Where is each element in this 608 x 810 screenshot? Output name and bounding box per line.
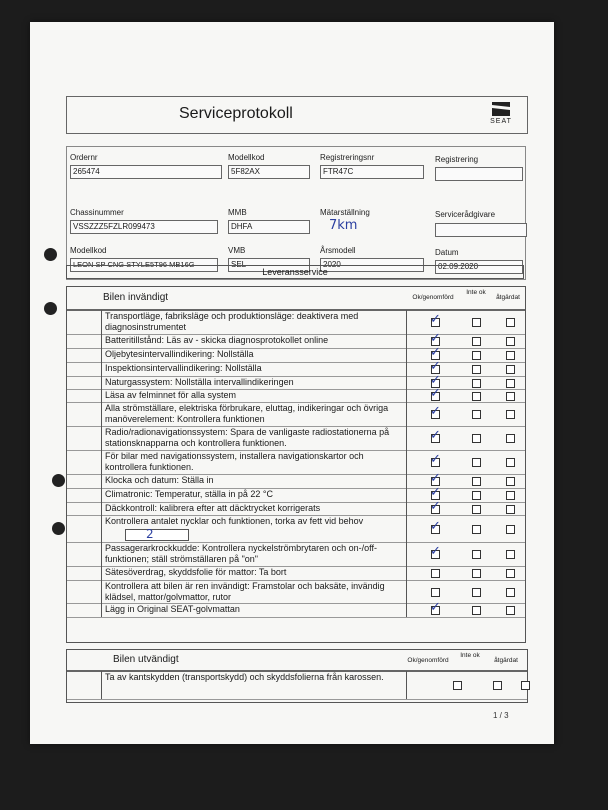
checkbox-atgardat[interactable] [506, 318, 515, 327]
checkbox-ok[interactable] [431, 569, 440, 578]
radgivare-label: Servicerådgivare [435, 210, 496, 219]
page-title: Serviceprotokoll [179, 105, 293, 122]
matar-handwritten-value: 7km [329, 218, 358, 233]
handwritten-check-icon: ✓ [430, 600, 441, 615]
col-atgardat-header: åtgärdat [496, 294, 520, 301]
chassi-label: Chassinummer [70, 208, 124, 217]
checklist-row [67, 310, 525, 335]
checklist-item-text: Lägg in Original SEAT-golvmattan [101, 603, 407, 617]
handwritten-check-icon: ✓ [430, 331, 441, 346]
mmb-label: MMB [228, 208, 247, 217]
checkbox-atgardat[interactable] [506, 379, 515, 388]
chassi-value: VSSZZZ5FZLR099473 [70, 220, 218, 234]
handwritten-check-icon: ✓ [430, 404, 441, 419]
checkbox-atgardat[interactable] [521, 681, 530, 690]
checkbox-inte-ok[interactable] [472, 606, 481, 615]
handwritten-check-icon: ✓ [430, 373, 441, 388]
ordernr-label: Ordernr [70, 153, 98, 162]
handwritten-check-icon: ✓ [430, 544, 441, 559]
checklist-row [67, 426, 525, 451]
checkbox-atgardat[interactable] [506, 606, 515, 615]
checkbox-atgardat[interactable] [506, 491, 515, 500]
checkbox-inte-ok[interactable] [472, 588, 481, 597]
punch-hole [52, 522, 65, 535]
regnr-label: Registreringsnr [320, 153, 375, 162]
handwritten-check-icon: ✓ [430, 345, 441, 360]
checkbox-inte-ok[interactable] [472, 505, 481, 514]
checkbox-atgardat[interactable] [506, 365, 515, 374]
registrering-label: Registrering [435, 155, 479, 164]
section-exterior-title: Bilen utvändigt [113, 654, 179, 665]
checklist-row [67, 485, 525, 503]
checklist-row [67, 450, 525, 475]
punch-hole [44, 302, 57, 315]
section-interior-title: Bilen invändigt [103, 292, 169, 303]
checklist-item-text: Naturgassystem: Nollställa intervallindikeringen [101, 376, 407, 389]
checklist-item-text: Sätesöverdrag, skyddsfolie för mattor: Ta bort [101, 566, 407, 580]
leveransservice-banner: Leveransservice [66, 265, 524, 279]
checkbox-inte-ok[interactable] [472, 410, 481, 419]
regnr-value: FTR47C [320, 165, 424, 179]
checkbox-atgardat[interactable] [506, 351, 515, 360]
checklist-item-text: Däckkontroll: kalibrera efter att däcktrycket korrigerats [101, 502, 407, 515]
checkbox-inte-ok[interactable] [472, 477, 481, 486]
col-ok-header: Ok/genomförd [412, 294, 454, 301]
ordernr-value: 265474 [70, 165, 222, 179]
handwritten-check-icon: ✓ [430, 485, 441, 500]
checkbox-inte-ok[interactable] [472, 434, 481, 443]
brand-text: SEAT [490, 118, 512, 125]
checklist-row [67, 386, 525, 403]
handwritten-check-icon: ✓ [430, 359, 441, 374]
checklist-row [67, 373, 525, 390]
checkbox-inte-ok[interactable] [472, 491, 481, 500]
arsmodell-value: 2020 [320, 258, 424, 272]
modellkod2-label: Modellkod [70, 246, 107, 255]
vmb-label: VMB [228, 246, 246, 255]
seat-logo [483, 101, 519, 125]
handwritten-check-icon: ✓ [430, 312, 441, 327]
checkbox-atgardat[interactable] [506, 392, 515, 401]
header-box [66, 96, 528, 134]
checklist-row [67, 331, 525, 349]
checklist-item-text: Climatronic: Temperatur, ställa in på 22 °C [101, 488, 407, 502]
checklist-item-text: Kontrollera att bilen är ren invändigt: Framstolar och baksäte, invändig klädsel, mattor/golvmattor, rutor [101, 580, 407, 603]
checklist-row [67, 359, 525, 377]
checklist-item-text: Transportläge, fabriksläge och produktionsläge: deaktivera med diagnosinstrumentet [101, 310, 407, 334]
checklist-item-text: Läsa av felminnet för alla system [101, 389, 407, 402]
handwritten-check-icon: ✓ [430, 471, 441, 486]
checkbox-ok[interactable] [431, 588, 440, 597]
checkbox-inte-ok[interactable] [472, 365, 481, 374]
checkbox-atgardat[interactable] [506, 477, 515, 486]
checklist-row [67, 542, 525, 567]
checklist-row [67, 499, 525, 516]
col-ok-header-2: Ok/genomförd [407, 657, 449, 664]
col-inte-header: Inte ok [466, 289, 486, 296]
modellkod-label: Modellkod [228, 153, 265, 162]
radgivare-value [435, 223, 527, 237]
checklist-item-text: Oljebytesintervallindikering: Nollställa [101, 348, 407, 362]
checkbox-atgardat[interactable] [506, 458, 515, 467]
section-interior-header [67, 287, 525, 311]
checkbox-atgardat[interactable] [506, 434, 515, 443]
checkbox-inte-ok[interactable] [472, 351, 481, 360]
checklist-item-text: Ta av kantskydden (transportskydd) och skyddsfolierna från karossen. [101, 671, 407, 699]
modellkod2-value: LEON SP CNG STYLE5T96 MB16G [70, 258, 218, 272]
handwritten-check-icon: ✓ [430, 519, 441, 534]
handwritten-check-icon: ✓ [430, 428, 441, 443]
checklist-item-text: Passagerarkrockkudde: Kontrollera nyckelströmbrytaren och on-/off-funktionen; ställ strömställaren på "on" [101, 542, 407, 566]
checklist-row [67, 471, 525, 489]
modellkod-value: 5F82AX [228, 165, 310, 179]
checklist-item-text: Alla strömställare, elektriska förbrukare, eluttag, indikeringar och övriga manöverelement: Kontrollera funktionen [101, 402, 407, 426]
checkbox-ok[interactable] [453, 681, 462, 690]
checklist-item-text: Kontrollera antalet nycklar och funktionen, torka av fett vid behov [101, 515, 407, 542]
registrering-value [435, 167, 523, 181]
checkbox-inte-ok[interactable] [493, 681, 502, 690]
key-count-box [125, 529, 189, 541]
checkbox-inte-ok[interactable] [472, 525, 481, 534]
mmb-value: DHFA [228, 220, 310, 234]
checklist-row [67, 566, 525, 581]
checklist-item-text: Radio/radionavigationssystem: Spara de vanligaste radiostationerna på stationsknapparna och kontrollera funktionen. [101, 426, 407, 450]
key-count-handwritten: 2 [146, 527, 154, 541]
checklist-item-text: För bilar med navigationssystem, installera navigationskartor och kontrollera funktionen. [101, 450, 407, 474]
checklist-row [67, 600, 525, 618]
checkbox-atgardat[interactable] [506, 410, 515, 419]
checkbox-atgardat[interactable] [506, 569, 515, 578]
checkbox-atgardat[interactable] [506, 337, 515, 346]
document-page [30, 22, 554, 744]
checkbox-inte-ok[interactable] [472, 379, 481, 388]
datum-value: 02.09.2020 [435, 260, 523, 274]
checklist-row [67, 345, 525, 363]
vehicle-info-box [66, 146, 526, 280]
checklist-item-text: Inspektionsintervallindikering: Nollställa [101, 362, 407, 376]
checkbox-atgardat[interactable] [506, 525, 515, 534]
handwritten-check-icon: ✓ [430, 499, 441, 514]
checkbox-inte-ok[interactable] [472, 318, 481, 327]
matar-label: Mätarställning [320, 208, 370, 217]
section-exterior-header [67, 650, 527, 672]
section-interior [66, 286, 526, 643]
seat-logo-icon [490, 101, 512, 117]
section-exterior [66, 649, 528, 703]
checklist-row [67, 580, 525, 604]
arsmodell-label: Årsmodell [320, 246, 356, 255]
vmb-value: SEL [228, 258, 310, 272]
checkbox-inte-ok[interactable] [472, 550, 481, 559]
checklist-row [67, 671, 527, 700]
punch-hole [44, 248, 57, 261]
checkbox-atgardat[interactable] [506, 550, 515, 559]
col-inte-header-2: Inte ok [460, 652, 480, 659]
datum-label: Datum [435, 248, 459, 257]
checklist-row [67, 515, 525, 543]
checkbox-inte-ok[interactable] [472, 458, 481, 467]
handwritten-check-icon: ✓ [430, 386, 441, 401]
page-number: 1 / 3 [493, 711, 509, 720]
checkbox-atgardat[interactable] [506, 588, 515, 597]
handwritten-check-icon: ✓ [430, 452, 441, 467]
col-atgardat-header-2: åtgärdat [494, 657, 518, 664]
checkbox-inte-ok[interactable] [472, 392, 481, 401]
checkbox-inte-ok[interactable] [472, 569, 481, 578]
checklist-row [67, 402, 525, 427]
checkbox-atgardat[interactable] [506, 505, 515, 514]
checklist-item-text: Klocka och datum: Ställa in [101, 474, 407, 488]
punch-hole [52, 474, 65, 487]
checkbox-inte-ok[interactable] [472, 337, 481, 346]
checklist-item-text: Batteritillstånd: Läs av - skicka diagnosprotokollet online [101, 334, 407, 348]
